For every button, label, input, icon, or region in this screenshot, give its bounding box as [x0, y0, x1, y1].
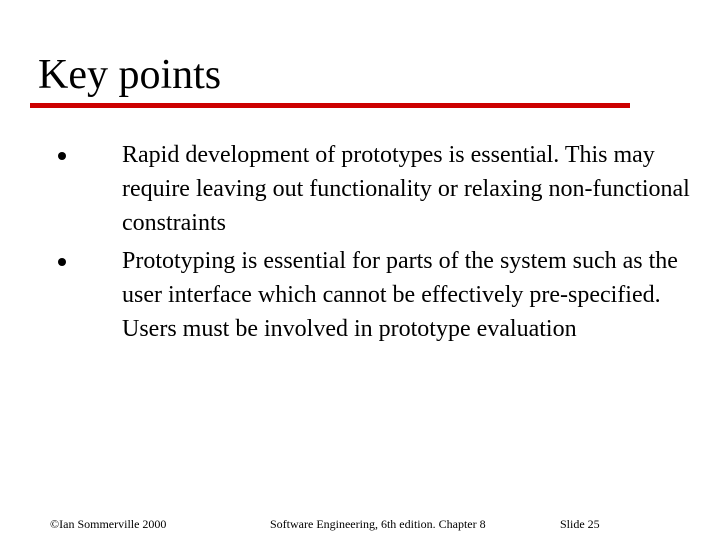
title-underline — [30, 103, 630, 108]
bullet-dot-icon — [58, 258, 66, 266]
footer-slide-number: Slide 25 — [560, 517, 600, 531]
slide-title: Key points — [38, 52, 222, 98]
bullet-text: Prototyping is essential for parts of the system such as the user interface which cannot be effectively pre-specified. Users must be involved in prototype evaluation — [122, 248, 678, 342]
bullet-dot-icon — [58, 152, 66, 160]
bullet-text: Rapid development of prototypes is essential. This may require leaving out functionality or relaxing non-functional constraints — [122, 142, 690, 236]
footer-copyright: ©Ian Sommerville 2000 — [50, 517, 167, 531]
footer-book-reference: Software Engineering, 6th edition. Chapter 8 — [270, 517, 486, 531]
